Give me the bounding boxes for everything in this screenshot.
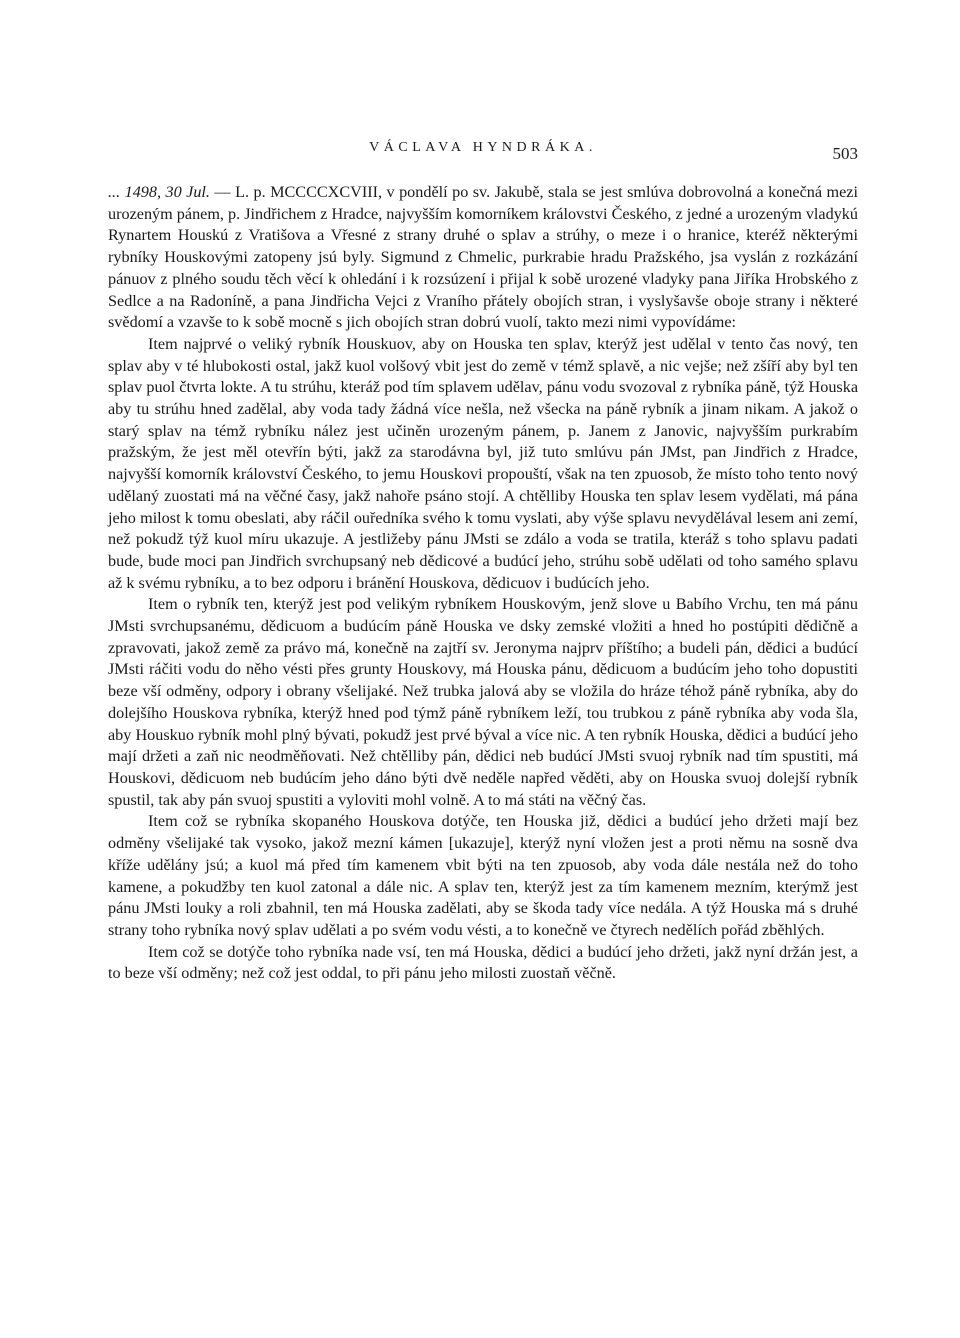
- paragraph-item-1: Item najprvé o veliký rybník Houskuov, aby on Houska ten splav, kterýž jest udělal v tento čas nový, ten splav aby v té hlubokosti ostal, jakž kuol volšový vbit jest do země v témž splavě, a nic vejše; než zšíří aby byl ten splav puol čtvrta lokte. A tu strúhu, kteráž pod tím splavem udělav, pánu vodu svozoval z rybníka páně, týž Houska aby tu strúhu hned zadělal, aby voda tady žádná více nešla, než všecka na páně rybník a jinam nikam. A jakož o starý splav na témž rybníku nález jest učiněn urozeným pánem, p. Janem z Janovic, najvyšším purkrabím pražským, že jest měl otevřín býti, jakž za starodávna byl, již tuto smlúvu pán JMst, pan Jindřich z Hradce, najvyšší komorník království Českého, to jemu Houskovi propouští, však na ten zpuosob, že místo toho tento nový udělaný zuostati má na věčné časy, jakž nahoře psáno stojí. A chtělliby Houska ten splav lesem vydělati, má pána jeho milost k tomu obeslati, aby ráčil ouředníka svého k tomu vyslati, aby výše splavu nevydělával lesem ani zemí, než pokudž týž kuol míru ukazuje. A jestližeby pánu JMsti se zdálo a voda se tratila, kteráž s toho splavu padati bude, bude moci pan Jindřich svrchupsaný neb dědicové a budúcí jeho, strúhu sobě udělati od toho samého splavu až k svému rybníku, a to bez odporu i bránění Houskova, dědicuov i budúcích jeho.: [108, 334, 858, 592]
- body-text: [108, 182, 858, 985]
- page-number: 503: [832, 144, 858, 163]
- paragraph-item-4: Item což se dotýče toho rybníka nade vsí, ten má Houska, dědici a budúcí jeho držeti, jakž nyní držán jest, a to beze vší odměny; než což jest oddal, to při pánu jeho milosti zuostaň věčně.: [108, 942, 858, 983]
- paragraph-item-2: Item o rybník ten, kterýž jest pod velikým rybníkem Houskovým, jenž slove u Babího Vrchu, ten má pánu JMsti svrchupsanému, dědicuom a budúcím páně Houska ve dsky zemské vložiti a hned ho postúpiti dědičně a zpravovati, jakož země za právo má, konečně na zajtří sv. Jeronyma najprv příštího; a budeli pán, dědici a budúcí JMsti ráčiti vodu do něho vésti přes grunty Houskovy, má Houska pánu, dědicuom a budúcím jeho toho dopustiti beze vší odměny, odpory i obrany všelijaké. Než trubka jalová aby se vložila do hráze téhož páně rybníka, aby do dolejšího Houskova rybníka, kterýž hned pod týmž páně rybníkem leží, tou trubkou z páně rybníka aby voda šla, aby Houskuo rybník mohl plný bývati, pokudž jest prvé býval a více nic. A ten rybník Houska, dědici a budúcí jeho mají držeti a zaň nic neodměňovati. Než chtělliby pán, dědici neb budúcí JMsti svuoj rybník nad tím spustiti, má Houskovi, dědicuom neb budúcím jeho dáno býti dvě neděle napřed věděti, aby on Houska svuoj dolejší rybník spustil, tak aby pán svuoj spustiti a vyloviti mohl volně. A to má státi na věčný čas.: [108, 595, 858, 809]
- running-title: VÁCLAVA HYNDRÁKA.: [369, 140, 597, 155]
- entry-date: ... 1498, 30 Jul.: [108, 183, 210, 201]
- running-head: [108, 138, 858, 162]
- entry-text: — L. p. MCCCCXCVIII, v pondělí po sv. Jakubě, stala se jest smlúva dobrovolná a konečná mezi urozeným pánem, p. Jindřichem z Hradce, najvyšším komorníkem královstvi Českého, z jedné a urozeným vladykú Rynartem Houskú z Vratišova a Vřesné z strany druhé o splav a strúhy, o meze i o hranice, kteréž některými rybníky Houskovými zatopeny jsú byly. Sigmund z Chmelic, purkrabie hradu Pražského, jsa vyslán z rozkázání pánuov z plného soudu těch věcí k ohledání i k rozsúzení i přijal k sobě urozené vladyky pana Jiříka Hrobského z Sedlce a na Radoníně, a pana Jindřicha Vejci z Vraního přátely obojích stran, i vyslyšavše oboje strany i některé svědomí a vzavše to k sobě mocně s jich obojích stran dobrú vuolí, takto mezi nimi vypovídáme:: [108, 183, 858, 332]
- entry-paragraph: [108, 182, 858, 334]
- paragraph-item-3: Item což se rybníka skopaného Houskova dotýče, ten Houska již, dědici a budúcí jeho držeti mají bez odměny všelijaké tak vysoko, jakož mezní kámen [ukazuje], kterýž nyní vložen jest a proti němu na sosně dva kříže udělány jsú; a kuol má před tím kamenem vbit býti na ten zpuosob, aby voda dále nestála než do toho kamene, a pokudžby ten kuol zatonal a dále nic. A splav ten, kterýž jest za tím kamenem mezním, kterýmž jest pánu JMsti louky a roli zbahnil, ten má Houska zadělati, aby se škoda tady více nedála. A týž Houska má s druhé strany toho rybníka nový splav udělati a po svém vodu vésti, a to konečně ve čtyrech nedělích pořád zběhlých.: [108, 812, 858, 939]
